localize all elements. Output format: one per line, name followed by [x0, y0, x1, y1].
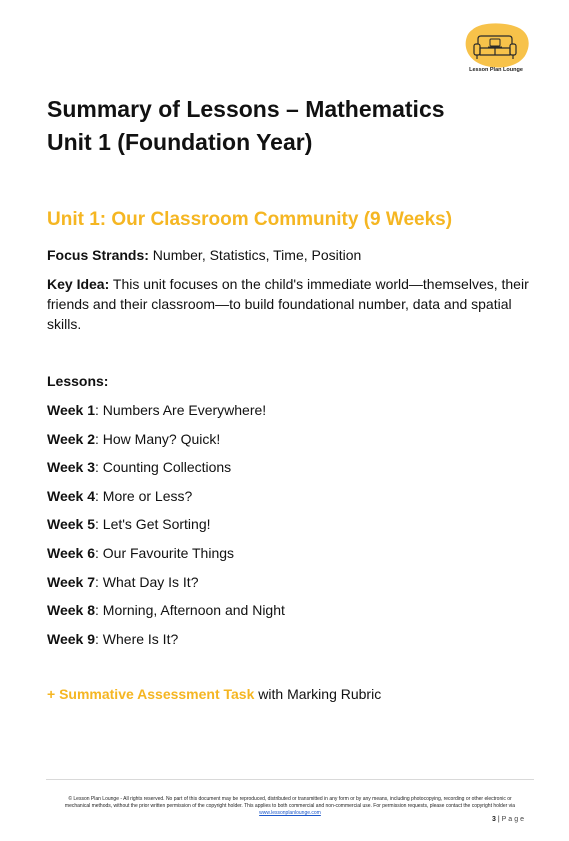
copyright-text: © Lesson Plan Lounge - All rights reserved. No part of this document may be reproduced, distributed or transmitted in any form or by any means, including photocopying, recording or other electronic or mechanical methods, without the prior written permission of the copyright holder. This applies to both commercial and non-commercial use. For permission requests, please contact the copyright holder via: [64, 796, 516, 809]
lesson-title: : What Day Is It?: [95, 573, 199, 590]
logo-blob: [466, 23, 529, 67]
lesson-title: : More or Less?: [95, 487, 193, 504]
lesson-week: Week 4: [47, 487, 95, 504]
lesson-week: Week 1: [47, 402, 95, 418]
lesson-title: : Where Is It?: [95, 630, 179, 647]
page-title: [47, 93, 445, 159]
list-item: [47, 514, 285, 543]
lesson-week: Week 6: [47, 544, 95, 561]
lesson-title: : How Many? Quick!: [95, 430, 221, 447]
key-idea-label: Key Idea:: [47, 276, 110, 292]
lesson-title: : Numbers Are Everywhere!: [95, 402, 267, 418]
lesson-title: : Counting Collections: [95, 459, 232, 476]
list-item: [47, 400, 285, 429]
copyright-notice: [60, 796, 520, 817]
page-word: Page: [501, 816, 526, 823]
key-idea-value: This unit focuses on the child's immediate world—themselves, their friends and their classroom—to build foundational number, data and spatial skills.: [47, 276, 529, 332]
page-number: [492, 816, 526, 823]
lesson-week: Week 3: [47, 459, 95, 476]
lesson-week: Week 7: [47, 573, 95, 590]
lesson-week: Week 5: [47, 516, 95, 533]
focus-strands: [47, 245, 537, 265]
focus-strands-label: Focus Strands:: [47, 247, 149, 263]
website-link[interactable]: www.lessonplanlounge.com: [259, 810, 321, 816]
list-item: [47, 429, 285, 458]
page-number-separator: |: [495, 816, 502, 823]
list-item: [47, 486, 285, 515]
list-item: [47, 600, 285, 629]
key-idea: [47, 274, 542, 334]
footer-divider: [46, 779, 534, 780]
lessons-label: Lessons:: [47, 373, 109, 389]
lesson-list: [47, 400, 285, 657]
lesson-title: : Our Favourite Things: [95, 544, 235, 561]
lesson-title: : Let's Get Sorting!: [95, 516, 211, 533]
lesson-title: : Morning, Afternoon and Night: [95, 602, 285, 619]
page-title-line-1: Summary of Lessons – Mathematics: [47, 96, 445, 122]
lesson-week: Week 9: [47, 630, 95, 647]
summative-accent: + Summative Assessment Task: [47, 686, 255, 702]
list-item: [47, 629, 285, 658]
logo-caption: Lesson Plan Lounge: [469, 67, 523, 73]
lesson-week: Week 2: [47, 430, 95, 447]
lesson-week: Week 8: [47, 602, 95, 619]
list-item: [47, 543, 285, 572]
page-title-line-2: Unit 1 (Foundation Year): [47, 129, 313, 155]
unit-heading: Unit 1: Our Classroom Community (9 Weeks): [47, 209, 453, 230]
list-item: [47, 457, 285, 486]
summative-assessment: [47, 686, 381, 702]
focus-strands-value: Number, Statistics, Time, Position: [148, 247, 362, 263]
list-item: [47, 572, 285, 601]
page-number-value: 3: [492, 816, 496, 823]
summative-rest: with Marking Rubric: [254, 686, 382, 702]
